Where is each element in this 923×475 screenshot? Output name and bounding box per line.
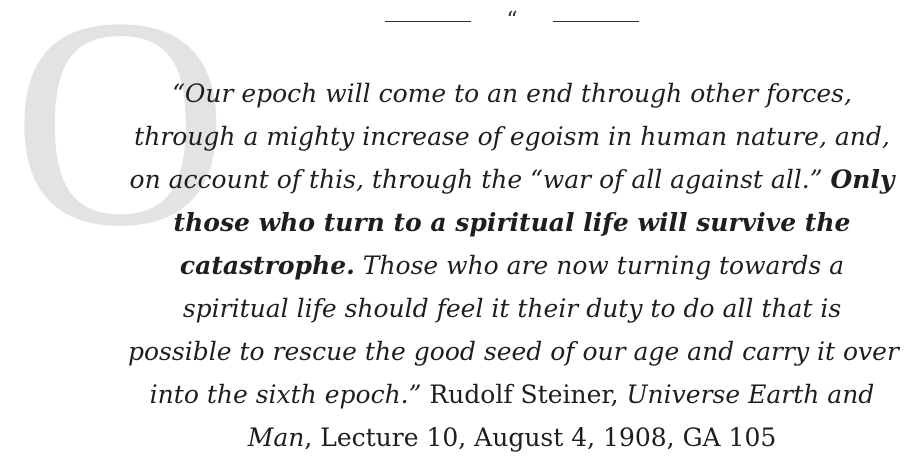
quote-text: into the sixth epoch.” (149, 380, 422, 409)
drop-cap-letter: O (12, 0, 229, 288)
quote-text: through a mighty increase of egoism in human nature, and, (134, 122, 890, 151)
quote-mark-icon: “ (506, 8, 518, 33)
quote-emphasis: catastrophe. (179, 251, 355, 280)
quote-line (128, 115, 896, 158)
quote-line (128, 330, 899, 373)
citation-details: , Lecture 10, August 4, 1908, GA 105 (304, 423, 777, 452)
header-rule-right (553, 21, 639, 22)
quote-line (128, 72, 896, 115)
quote-emphasis: Only (830, 165, 895, 194)
quote-line (128, 287, 896, 330)
citation-book-title: Universe Earth and (626, 380, 875, 409)
quote-text: spiritual life should feel it their duty to do all that is (182, 294, 842, 323)
citation-book-title: Man (247, 423, 305, 452)
quote-line (128, 158, 896, 201)
quote-text: Those who are now turning towards a (354, 251, 845, 280)
quote-header (385, 8, 639, 36)
quote-text: “Our epoch will come to an end through other forces, (172, 79, 852, 108)
citation-author: Rudolf Steiner, (421, 380, 627, 409)
quote-line (128, 244, 896, 287)
quote-text: on account of this, through the “war of all against all.” (129, 165, 831, 194)
quote-line (128, 416, 896, 459)
quote-line (128, 201, 896, 244)
blockquote (128, 72, 899, 459)
quote-text: possible to rescue the good seed of our age and carry it over (128, 337, 899, 366)
quote-line (128, 373, 896, 416)
quote-emphasis: those who turn to a spiritual life will survive the (173, 208, 851, 237)
